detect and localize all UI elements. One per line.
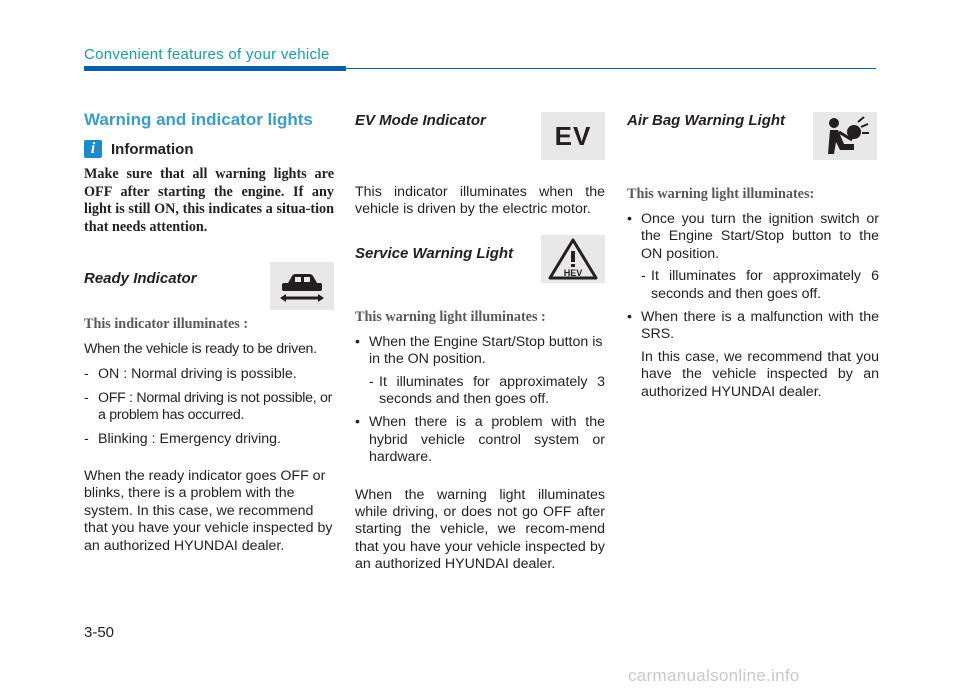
bullet-mark: • (355, 414, 360, 431)
service-bullet-text: When there is a problem with the hybrid vehicle control system or hardware. (369, 414, 605, 466)
column-1 (84, 108, 334, 563)
airbag-bullet-2 (627, 309, 879, 344)
service-bullet-2 (355, 414, 605, 466)
airbag-subheading: This warning light illuminates: (627, 186, 815, 202)
ready-car-icon (270, 262, 334, 310)
column-3 (627, 108, 879, 407)
dash-mark: - (84, 389, 89, 406)
bullet-mark: • (355, 333, 360, 350)
airbag-seated-person-icon (813, 112, 877, 160)
ev-mode-title: EV Mode Indicator (355, 112, 486, 129)
watermark: carmanualsonline.info (628, 666, 800, 685)
airbag-bullet-1 (627, 211, 879, 263)
ready-item-text: Blinking : Emergency driving. (98, 430, 281, 447)
ev-mode-header (355, 108, 605, 164)
dash-mark: - (84, 430, 89, 447)
ready-intro: When the vehicle is ready to be driven. (84, 341, 317, 357)
airbag-bullet-text: Once you turn the ignition switch or the Engine Start/Stop button to the ON position. (641, 211, 879, 262)
airbag-followup-text: In this case, we recommend that you have the vehicle inspected by an authorized HYUNDAI dealer. (641, 348, 879, 400)
information-header (84, 140, 334, 158)
airbag-warning-title: Air Bag Warning Light (627, 112, 786, 129)
information-text: Make sure that all warning lights are OFF after starting the engine. If any light is still ON, this indicates a situa-tion that needs attention. (84, 166, 334, 235)
ready-item-off (84, 390, 334, 425)
bullet-mark: • (627, 211, 632, 227)
airbag-subitem-text: It illuminates for approximately 6 seconds and then goes off. (651, 268, 879, 302)
column-2 (355, 108, 605, 582)
ready-subheading: This indicator illuminates : (84, 316, 249, 332)
service-subitem (369, 374, 605, 409)
service-body-text: When the warning light illuminates while driving, or does not go OFF after starting the vehicle, we recom-mend that you have your vehicle inspected by an authorized HYUNDAI dealer. (355, 486, 605, 573)
service-bullet-1 (355, 334, 605, 369)
ready-indicator-header (84, 266, 334, 310)
ready-indicator-title: Ready Indicator (84, 270, 197, 287)
airbag-bullet-text: When there is a malfunction with the SRS. (641, 309, 879, 343)
ev-mode-text: This indicator illuminates when the vehicle is driven by the electric motor. (355, 184, 605, 218)
ev-mode-icon (541, 112, 605, 160)
ready-item-blinking (84, 431, 334, 448)
info-icon: i (84, 140, 102, 158)
service-bullet-text: When the Engine Start/Stop button is in the ON position. (369, 333, 603, 368)
airbag-subitem (641, 268, 879, 303)
dash-mark: - (369, 373, 374, 390)
service-subheading: This warning light illuminates : (355, 308, 546, 325)
service-subitem-text: It illuminates for approximately 3 seconds and then goes off. (379, 373, 605, 408)
hev-warning-triangle-icon (541, 235, 605, 283)
service-warning-title: Service Warning Light (355, 244, 514, 262)
ready-item-text: ON : Normal driving is possible. (98, 366, 297, 383)
header-rule (346, 68, 876, 69)
section-heading: Warning and indicator lights (84, 110, 313, 129)
dash-mark: - (84, 366, 89, 383)
hev-icon-text: HEV (563, 267, 583, 278)
ev-icon-text: EV (554, 120, 592, 151)
dash-mark: - (641, 268, 646, 285)
ready-body-text: When the ready indicator goes OFF or blinks, there is a problem with the system. In this case, we recommend that you have your vehicle inspected by an authorized HYUNDAI dealer. (84, 468, 333, 554)
bullet-mark: • (627, 309, 632, 326)
page-number: 3-50 (84, 624, 115, 641)
ready-item-text: OFF : Normal driving is not possible, or a problem has occurred. (98, 389, 332, 424)
service-warning-header (355, 241, 605, 285)
header-accent-bar (84, 66, 346, 71)
section-header-title: Convenient features of your vehicle (84, 46, 330, 63)
ready-item-on (84, 366, 334, 383)
information-title: Information (111, 140, 194, 158)
airbag-warning-header (627, 108, 879, 164)
